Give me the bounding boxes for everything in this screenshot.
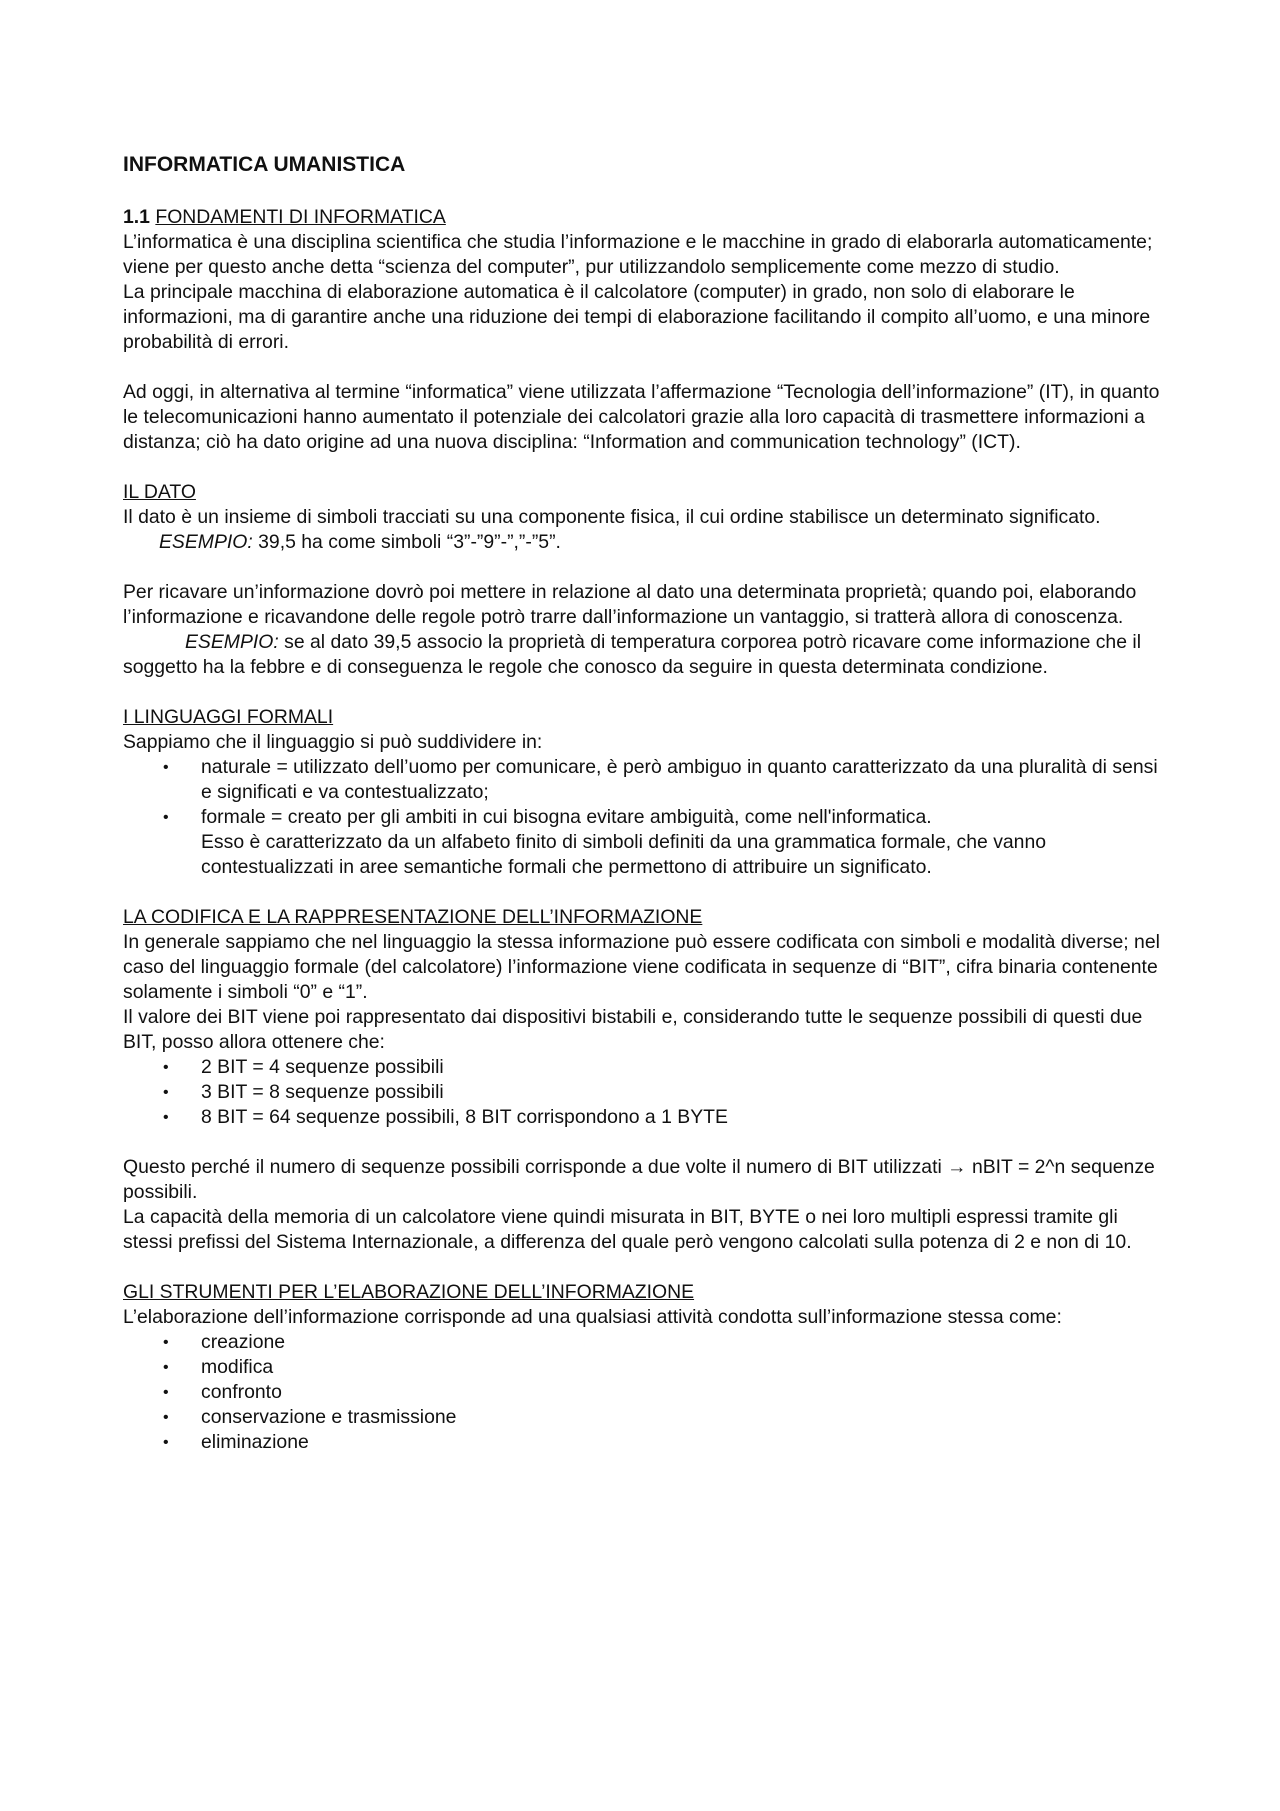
list-item: • eliminazione — [163, 1431, 309, 1453]
list-item: • 2 BIT = 4 sequenze possibili — [163, 1056, 444, 1078]
bullet-icon: • — [163, 1109, 169, 1126]
paragraph: In generale sappiamo che nel linguaggio la stessa informazione può essere codificata con simboli e modalità diverse; nel caso del linguaggio formale (del calcolatore) l’informazione viene codificata in sequenze di “BIT”, cifra binaria contenente solamente i simboli “0” e “1”. — [123, 931, 1160, 1003]
bullet-icon: • — [163, 759, 169, 776]
bullet-list — [123, 1330, 1162, 1455]
paragraph: L’elaborazione dell’informazione corrisponde ad una qualsiasi attività condotta sull’informazione stessa come: — [123, 1306, 1062, 1328]
paragraph: Per ricavare un’informazione dovrò poi mettere in relazione al dato una determinata proprietà; quando poi, elaborando l’informazione e ricavandone delle regole potrò trarre dall’informazione un vantaggio, si tratterà allora di conoscenza. — [123, 581, 1137, 628]
document-title: INFORMATICA UMANISTICA — [123, 153, 406, 176]
paragraph: Ad oggi, in alternativa al termine “informatica” viene utilizzata l’affermazione “Tecnologia dell’informazione” (IT), in quanto le telecomunicazioni hanno aumentato il potenziale dei calcolatori grazie alla loro capacità di trasmettere informazioni a distanza; ciò ha dato origine ad una nuova disciplina: “Information and communication technology” (ICT). — [123, 381, 1160, 453]
example — [123, 530, 1162, 555]
paragraph: L’informatica è una disciplina scientifica che studia l’informazione e le macchine in grado di elaborarla automaticamente; viene per questo anche detta “scienza del computer”, pur utilizzandolo semplicemente come mezzo di studio. — [123, 231, 1153, 278]
list-item-continuation: Esso è caratterizzato da un alfabeto finito di simboli definiti da una grammatica formale, che vanno contestualizzati in aree semantiche formali che permettono di attribuire un significato. — [201, 831, 1047, 878]
list-item: • 3 BIT = 8 sequenze possibili — [163, 1081, 444, 1103]
section-heading-text: FONDAMENTI DI INFORMATICA — [155, 206, 446, 228]
bullet-icon: • — [163, 809, 169, 826]
paragraph: Sappiamo che il linguaggio si può suddividere in: — [123, 731, 543, 753]
section-heading-text: IL DATO — [123, 481, 196, 503]
list-item: • confronto — [163, 1381, 282, 1403]
section-fondamenti-heading — [123, 205, 1162, 230]
list-item: • naturale = utilizzato dell’uomo per comunicare, è però ambiguo in quanto caratterizzato da una pluralità di sensi e significati e va contestualizzato; — [163, 756, 1158, 803]
bullet-icon: • — [163, 1359, 169, 1376]
section-number: 1.1 — [123, 206, 150, 228]
list-item: • 8 BIT = 64 sequenze possibili, 8 BIT corrispondono a 1 BYTE — [163, 1106, 728, 1128]
section-heading-text: LA CODIFICA E LA RAPPRESENTAZIONE DELL’INFORMAZIONE — [123, 906, 703, 928]
bullet-icon: • — [163, 1434, 169, 1451]
list-item: • formale = creato per gli ambiti in cui bisogna evitare ambiguità, come nell'informatica. Esso è caratterizzato da un alfabeto finito di simboli definiti da una grammatica formale, che vanno contestualizzati in aree semantiche formali che permettono di attribuire un significato. — [163, 806, 1047, 878]
paragraph: La capacità della memoria di un calcolatore viene quindi misurata in BIT, BYTE o nei loro multipli espressi tramite gli stessi prefissi del Sistema Internazionale, a differenza del quale però vengono calcolati sulla potenza di 2 e non di 10. — [123, 1206, 1132, 1253]
bullet-icon: • — [163, 1384, 169, 1401]
list-item: • modifica — [163, 1356, 274, 1378]
example-label: ESEMPIO: — [185, 631, 279, 653]
bullet-icon: • — [163, 1334, 169, 1351]
section-heading-text: GLI STRUMENTI PER L’ELABORAZIONE DELL’INFORMAZIONE — [123, 1281, 695, 1303]
section-dato-heading — [123, 480, 1162, 505]
bullet-list — [123, 755, 1162, 880]
paragraph: Il dato è un insieme di simboli tracciati su una componente fisica, il cui ordine stabilisce un determinato significato. — [123, 506, 1101, 528]
paragraph: Questo perché il numero di sequenze possibili corrisponde a due volte il numero di BIT utilizzati → nBIT = 2^n sequenze possibili. — [123, 1156, 1155, 1203]
bullet-icon: • — [163, 1059, 169, 1076]
bullet-icon: • — [163, 1084, 169, 1101]
paragraph: Il valore dei BIT viene poi rappresentato dai dispositivi bistabili e, considerando tutte le sequenze possibili di questi due BIT, posso allora ottenere che: — [123, 1006, 1143, 1053]
bullet-icon: • — [163, 1409, 169, 1426]
list-item: • creazione — [163, 1331, 286, 1353]
example-text: se al dato 39,5 associo la proprietà di temperatura corporea potrò ricavare come informazione che il soggetto ha la febbre e di conseguenza le regole che conosco da seguire in questa determinata condizione. — [123, 631, 1142, 678]
example-text: 39,5 ha come simboli “3”-”9”-”,”-”5”. — [252, 531, 561, 553]
section-codifica-heading — [123, 905, 1162, 930]
section-heading-text: I LINGUAGGI FORMALI — [123, 706, 334, 728]
paragraph: La principale macchina di elaborazione automatica è il calcolatore (computer) in grado, non solo di elaborare le informazioni, ma di garantire anche una riduzione dei tempi di elaborazione facilitando il compito all’uomo, e una minore probabilità di errori. — [123, 281, 1151, 353]
bullet-list — [123, 1055, 1162, 1130]
example — [123, 630, 1162, 680]
section-linguaggi-heading — [123, 705, 1162, 730]
example-label: ESEMPIO: — [159, 531, 253, 553]
list-item: • conservazione e trasmissione — [163, 1406, 457, 1428]
section-strumenti-heading — [123, 1280, 1162, 1305]
